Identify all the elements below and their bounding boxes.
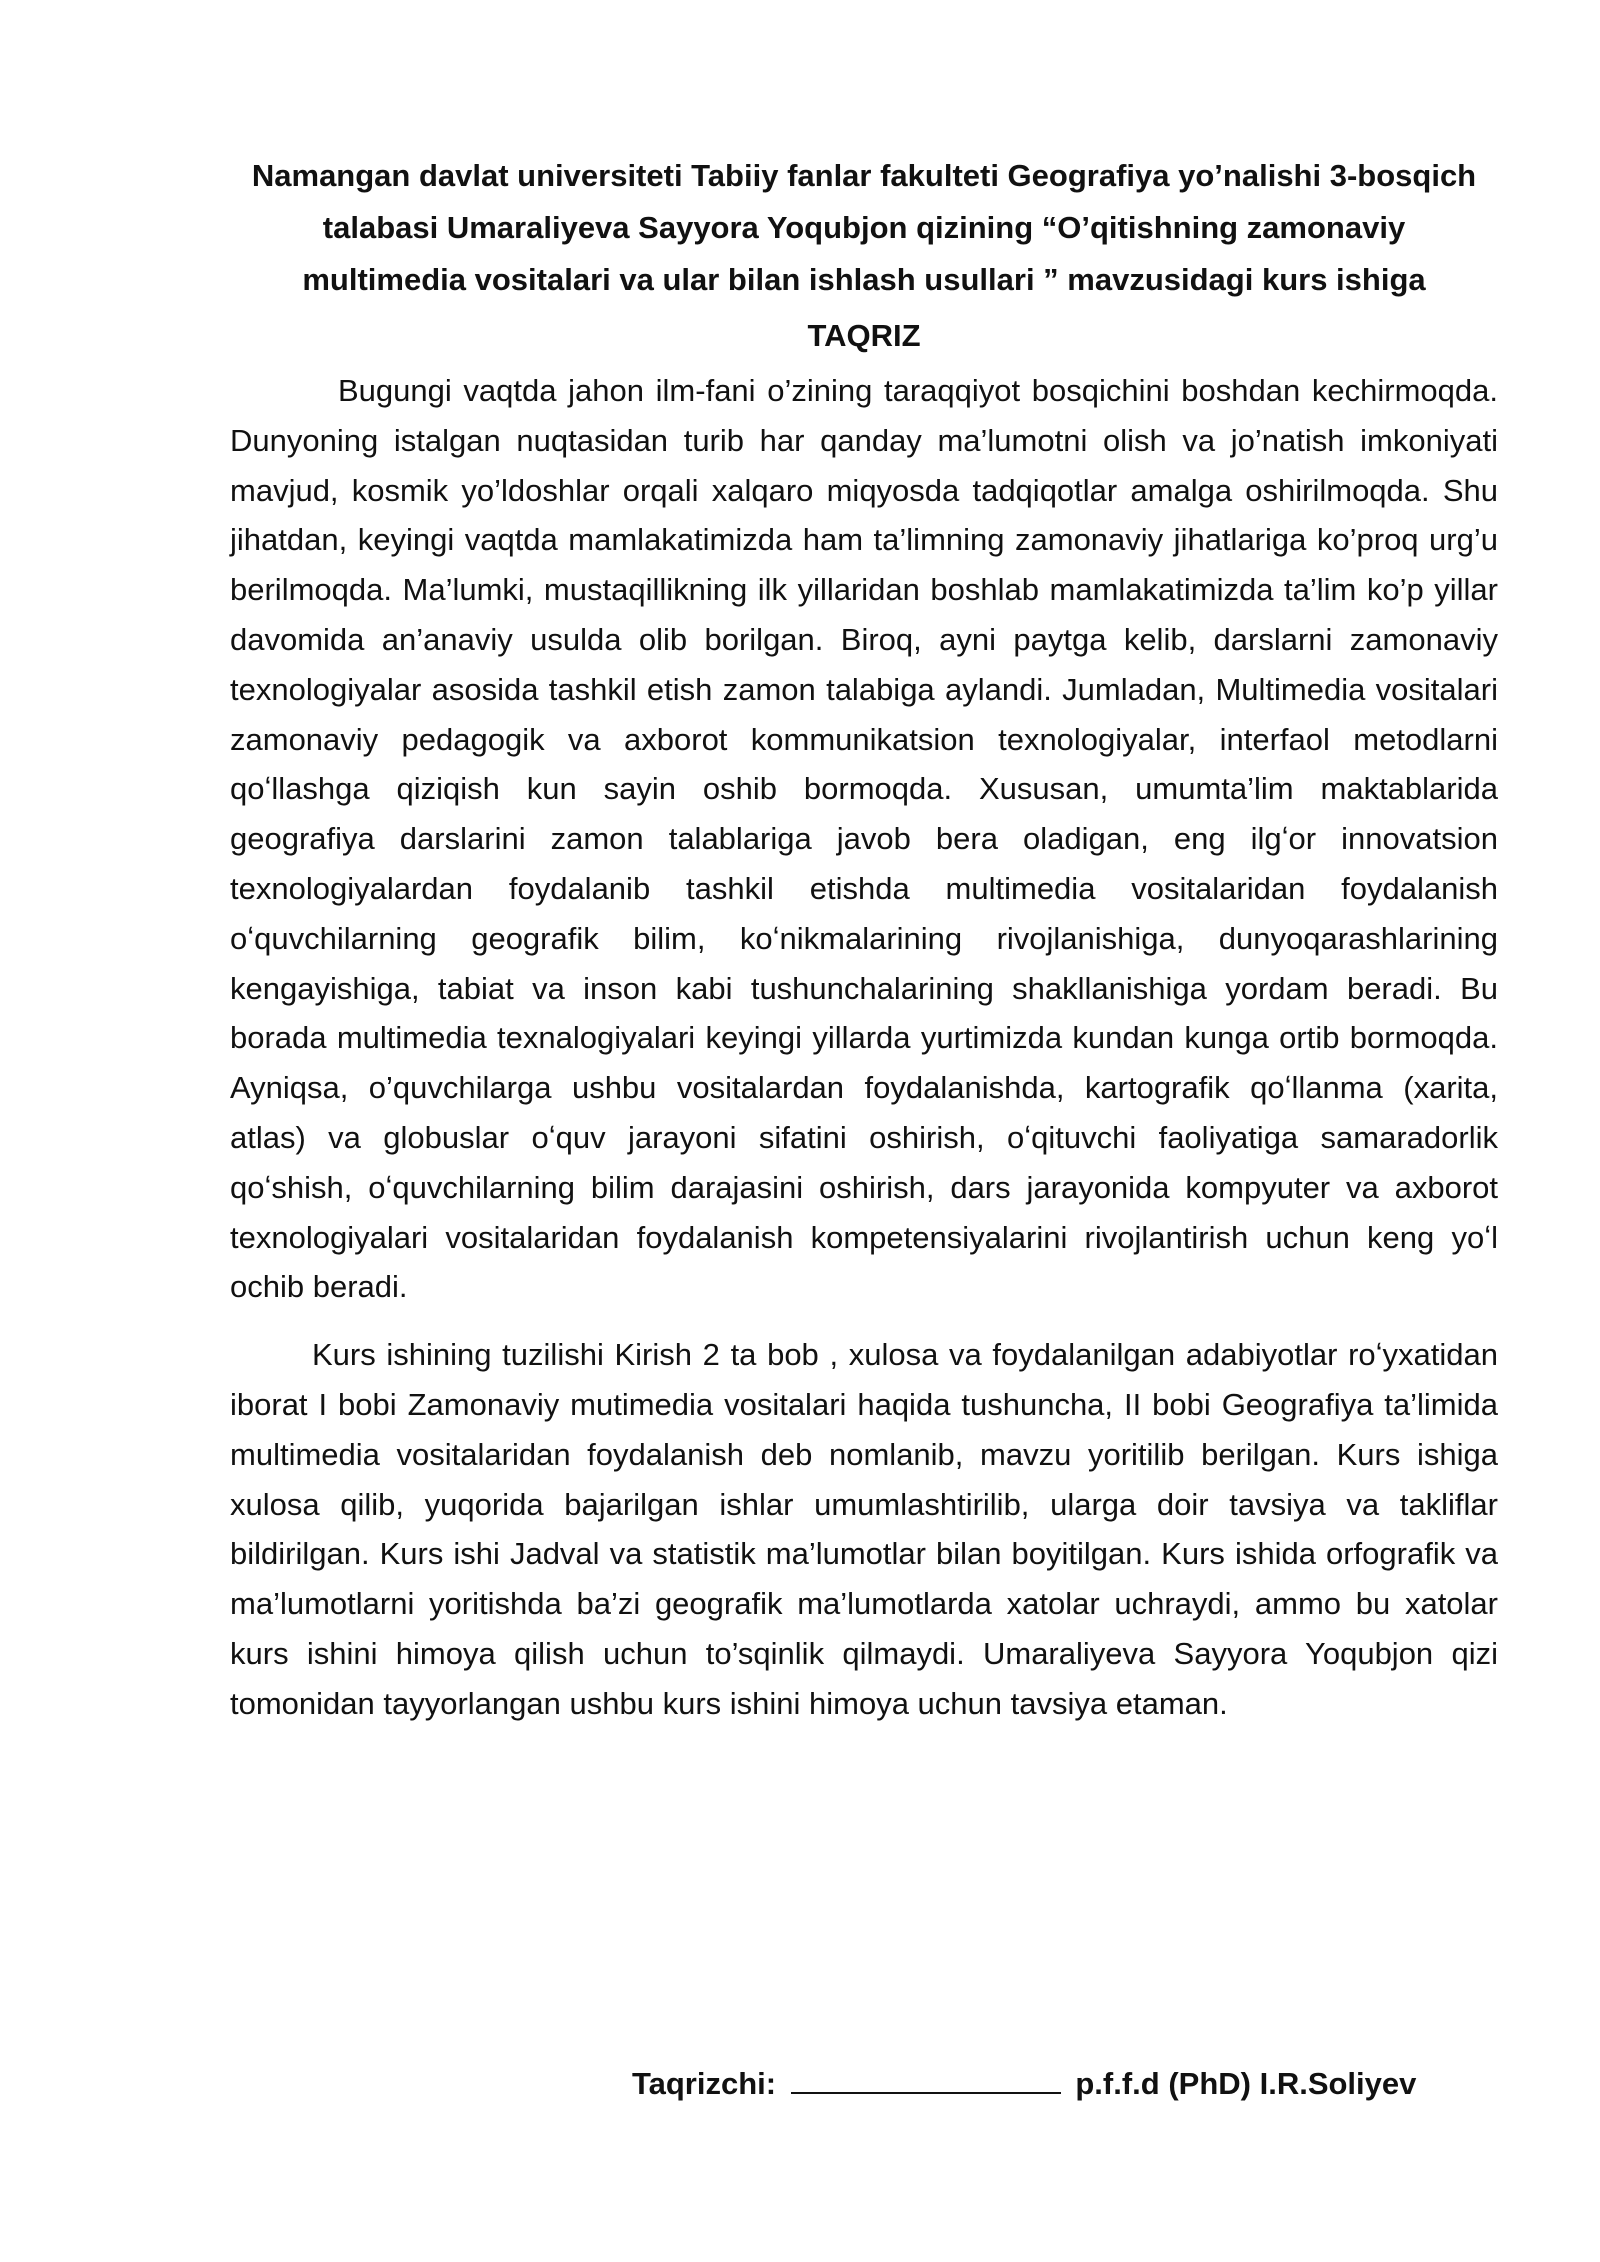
signature-line [791, 2066, 1061, 2094]
body-paragraph-2: Kurs ishining tuzilishi Kirish 2 ta bob , xulosa va foydalanilgan adabiyotlar roʻyxatidan iborat I bobi Zamonaviy mutimedia vositalari haqida tushuncha, II bobi Geografiya ta’limida multimedia vositalaridan foydalanish deb nomlanib, mavzu yoritilib berilgan. Kurs ishiga xulosa qilib, yuqorida bajarilgan ishlar umumlashtirilib, ularga doir tavsiya va takliflar bildirilgan. Kurs ishi Jadval va statistik ma’lumotlar bilan boyitilgan. Kurs ishida orfografik va ma’lumotlarni yoritishda ba’zi geografik ma’lumotlarda xatolar uchraydi, ammo bu xatolar kurs ishini himoya qilish uchun to’sqinlik qilmaydi. Umaraliyeva Sayyora Yoqubjon qizi tomonidan tayyorlangan ushbu kurs ishini himoya uchun tavsiya etaman. [230, 1337, 1498, 1721]
reviewer-name: p.f.f.d (PhD) I.R.Soliyev [1075, 2066, 1417, 2101]
body-paragraph-1: Bugungi vaqtda jahon ilm-fani o’zining taraqqiyot bosqichini boshdan kechirmoqda. Dunyoning istalgan nuqtasidan turib har qanday ma’lumotni olish va jo’natish imkoniyati mavjud, kosmik yo’ldoshlar orqali xalqaro miqyosda tadqiqotlar amalga oshirilmoqda. Shu jihatdan, keyingi vaqtda mamlakatimizda ham ta’limning zamonaviy jihatlariga ko’proq urg’u berilmoqda. Ma’lumki, mustaqillikning ilk yillaridan boshlab mamlakatimizda ta’lim ko’p yillar davomida an’anaviy usulda olib borilgan. Biroq, ayni paytga kelib, darslarni zamonaviy texnologiyalar asosida tashkil etish zamon talabiga aylandi. Jumladan, Multimedia vositalari zamonaviy pedagogik va axborot kommunikatsion texnologiyalar, interfaol metodlarni qoʻllashga qiziqish kun sayin oshib bormoqda. Xususan, umumta’lim maktablarida geografiya darslarini zamon talablariga javob bera oladigan, eng ilgʻor innovatsion texnologiyalardan foydalanib tashkil etishda multimedia vositalaridan foydalanish oʻquvchilarning geografik bilim, koʻnikmalarining rivojlanishiga, dunyoqarashlarining kengayishiga, tabiat va inson kabi tushunchalarining shakllanishiga yordam beradi. Bu borada multimedia texnalogiyalari keyingi yillarda yurtimizda kundan kunga ortib bormoqda. Ayniqsa, o’quvchilarga ushbu vositalardan foydalanishda, kartografik qoʻllanma (xarita, atlas) va globuslar oʻquv jarayoni sifatini oshirish, oʻqituvchi faoliyatiga samaradorlik qoʻshish, oʻquvchilarning bilim darajasini oshirish, dars jarayonida kompyuter va axborot texnologiyalari vositalaridan foydalanish kompetensiyalarini rivojlantirish uchun keng yoʻl ochib beradi. [230, 373, 1498, 1305]
signature-block [632, 2058, 1416, 2110]
document-title: TAQRIZ [807, 318, 921, 353]
document-heading: Namangan davlat universiteti Tabiiy fanlar fakulteti Geografiya yo’nalishi 3-bosqich talabasi Umaraliyeva Sayyora Yoqubjon qizining “O’qitishning zamonaviy multimedia vositalari va ular bilan ishlash usullari ” mavzusidagi kurs ishiga [251, 158, 1477, 297]
document-page [230, 150, 1498, 1729]
reviewer-label: Taqrizchi: [632, 2066, 777, 2101]
